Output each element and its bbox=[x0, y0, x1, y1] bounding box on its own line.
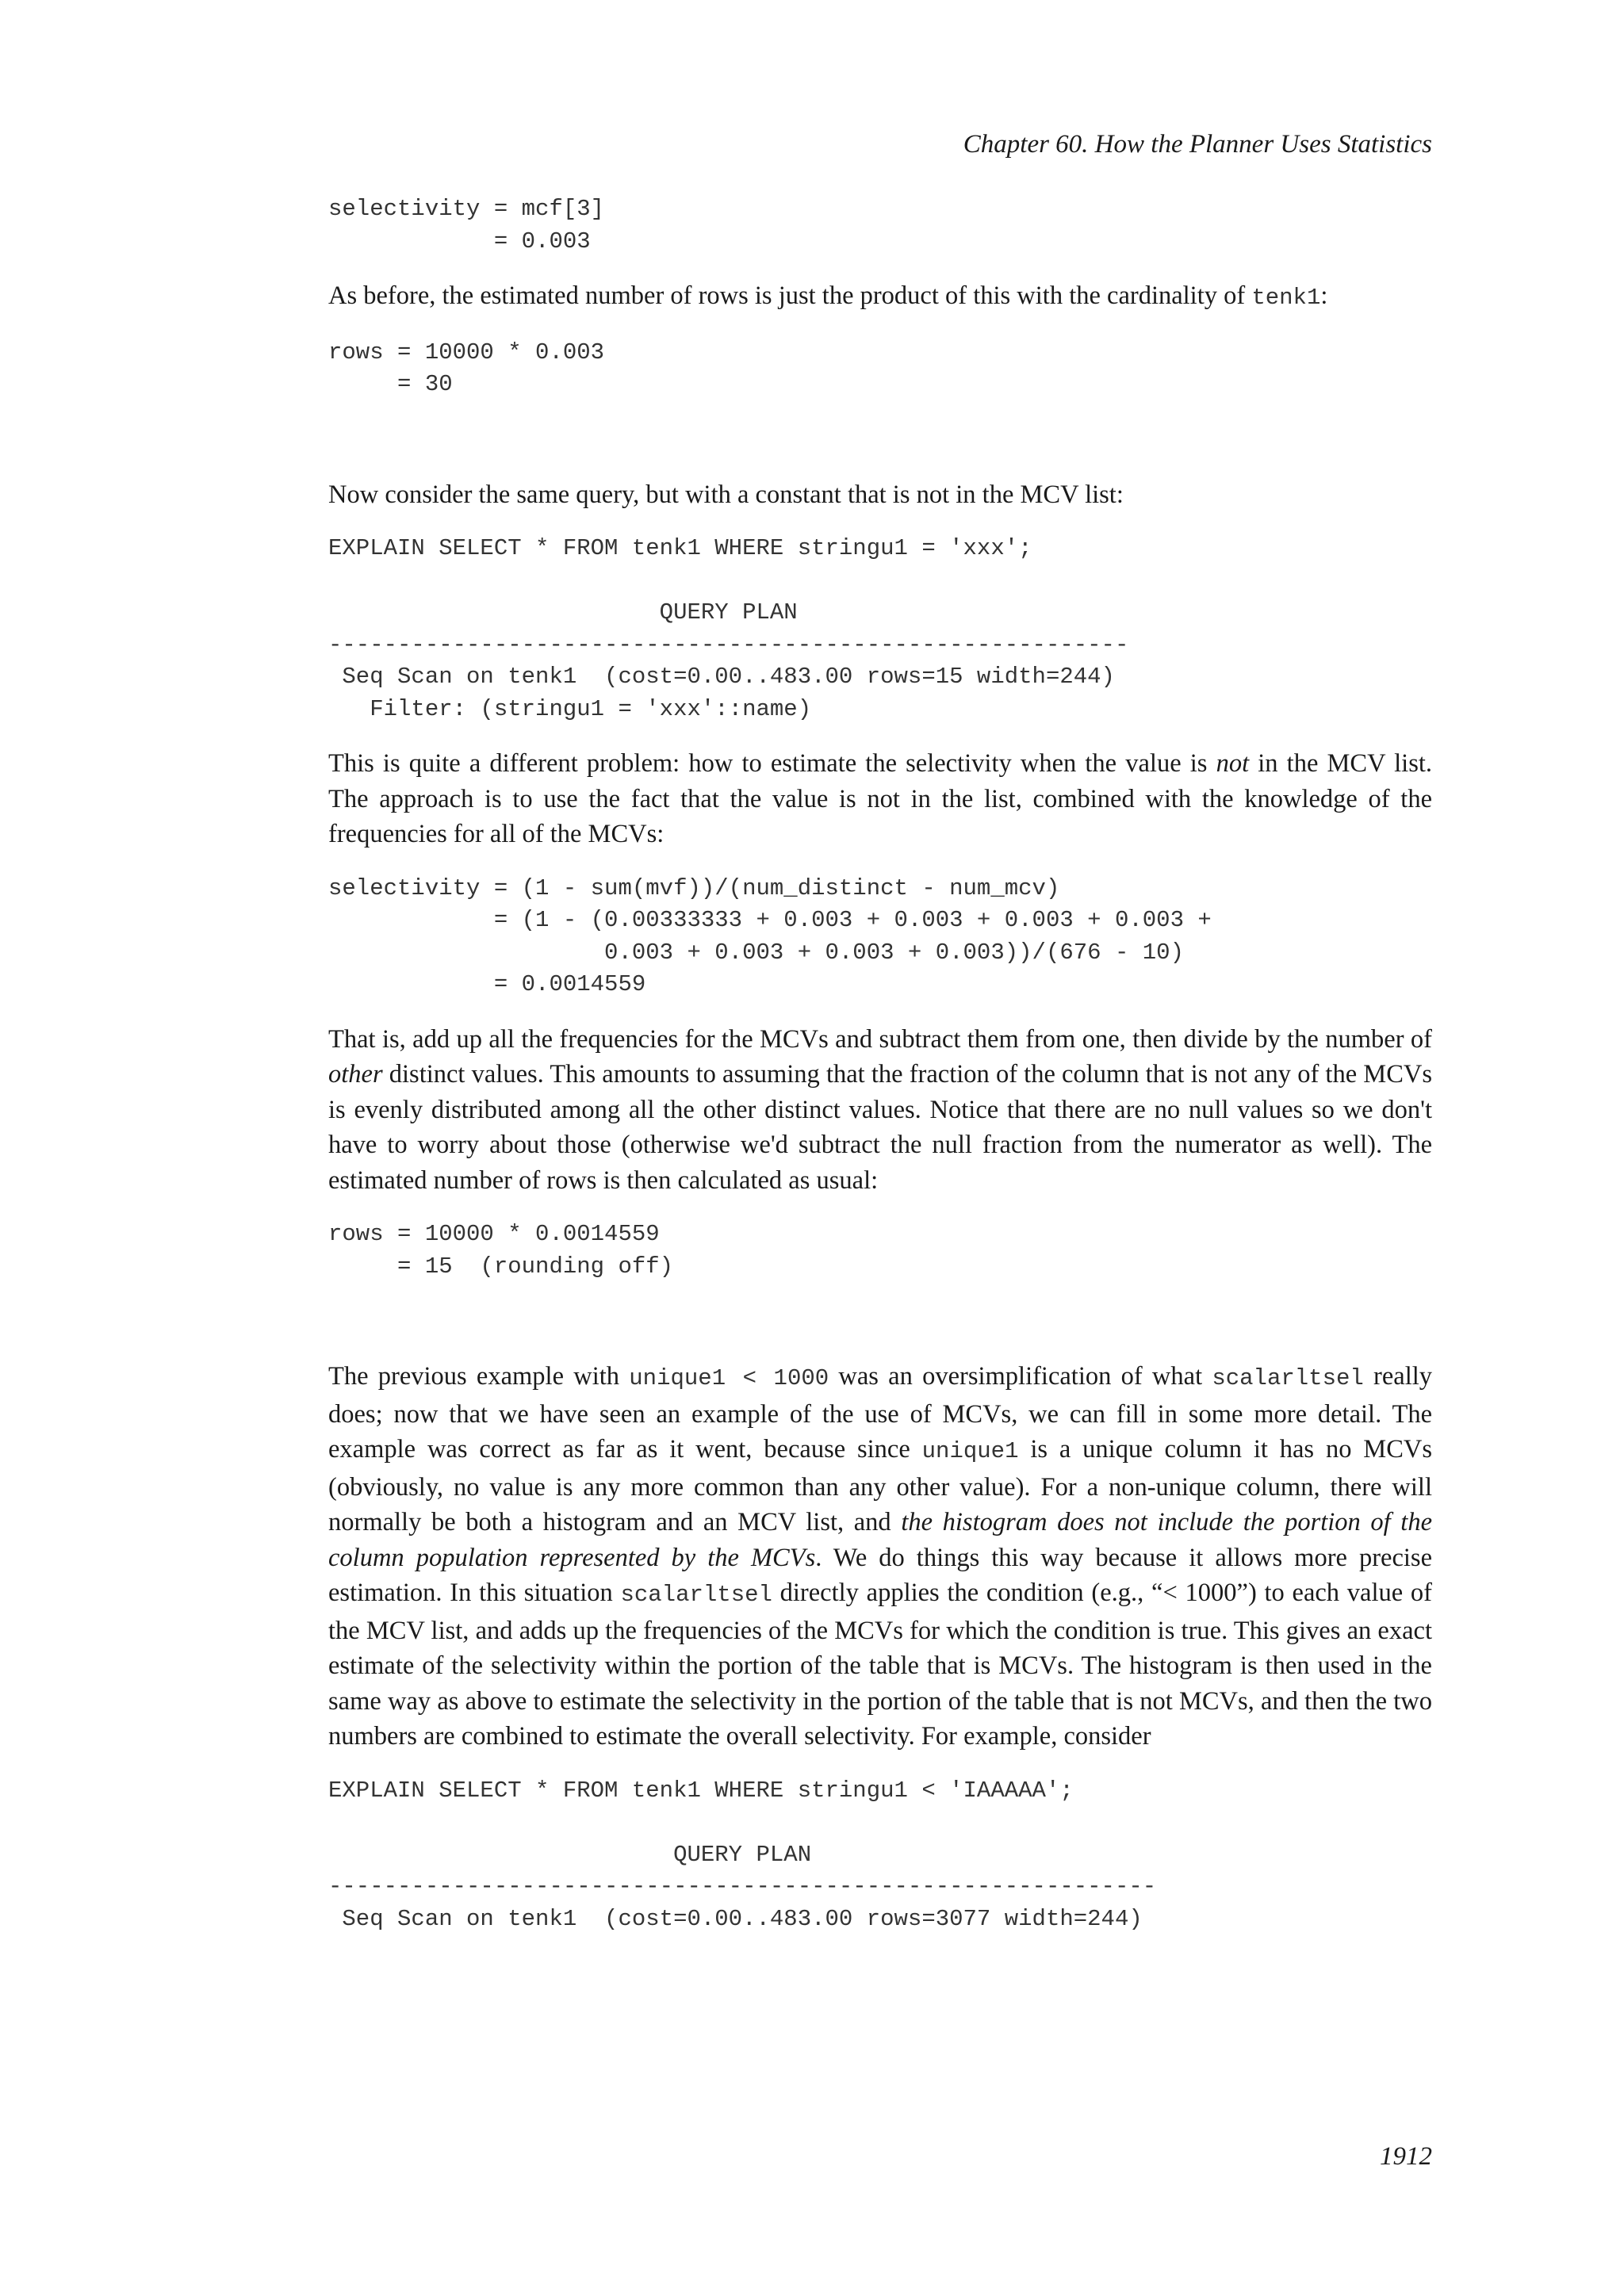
emphasis-histogram: the histogram does not include the portion of the column population represented by the MCVs bbox=[328, 1508, 1433, 1572]
paragraph-constant-not-in-mcv: Now consider the same query, but with a constant that is not in the MCV list: bbox=[328, 480, 1124, 509]
emphasis-other: other bbox=[328, 1060, 383, 1089]
paragraph-rows-cardinality: As before, the estimated number of rows is just the product of this with the cardinality of tenk1: bbox=[328, 281, 1328, 311]
inline-code-unique1-lt-1000: unique1 < 1000 bbox=[629, 1365, 829, 1391]
code-block-selectivity-formula: selectivity = (1 - sum(mvf))/(num_distinct - num_mcv) = (1 - (0.00333333 + 0.003 + 0.003 + 0.003 + 0.003 + 0.003 + 0.003 + 0.003 + 0.003))/(676 - 10) = 0.0014559 bbox=[328, 874, 1212, 997]
paragraph-scalarltsel-detail: The previous example with unique1 < 1000 was an oversimplification of what scalarltsel really does; now that we have seen an example of the use of MCVs, we can fill in some more detail. The example was correct as far as it went, because since unique1 is a unique column it has no MCVs (obviously, no value is any more common than any other value). For a non-unique column, there will normally be both a histogram and an MCV list, and the histogram does not include the portion of the column population represented by the MCVs. We do things this way because it allows more precise estimation. In this situation scalarltsel directly applies the condition (e.g., “< 1000”) to each value of the MCV list, and adds up the frequencies of the MCVs for which the condition is true. This gives an exact estimate of the selectivity within the portion of the table that is MCVs. The histogram is then used in the same way as above to estimate the selectivity in the portion of the table that is not MCVs, and then the two numbers are combined to estimate the overall selectivity. For example, consider bbox=[328, 1362, 1433, 1751]
paragraph-different-problem: This is quite a different problem: how to estimate the selectivity when the value is not in the MCV list. The approach is to use the fact that the value is not in the list, combined with the knowledge of the frequencies for all of the MCVs: bbox=[328, 749, 1432, 848]
code-block-rows-30: rows = 10000 * 0.003 = 30 bbox=[328, 339, 605, 397]
code-block-explain-xxx: EXPLAIN SELECT * FROM tenk1 WHERE stringu1 = 'xxx'; QUERY PLAN ---------------------------------------------------------- Seq Scan on tenk1 (cost=0.00..483.00 rows=15 width=244) Filter: (stringu1 = 'xxx'::name) bbox=[328, 535, 1129, 722]
page-content bbox=[328, 193, 1432, 1935]
code-block-selectivity-mcf: selectivity = mcf[3] = 0.003 bbox=[328, 196, 605, 254]
inline-code-tenk1: tenk1 bbox=[1251, 285, 1321, 311]
inline-code-scalarltsel-2: scalarltsel bbox=[620, 1582, 772, 1608]
emphasis-not: not bbox=[1216, 749, 1250, 778]
inline-code-unique1: unique1 bbox=[921, 1438, 1019, 1464]
code-block-rows-15: rows = 10000 * 0.0014559 = 15 (rounding off) bbox=[328, 1221, 674, 1280]
inline-code-scalarltsel: scalarltsel bbox=[1212, 1365, 1364, 1391]
running-header: Chapter 60. How the Planner Uses Statistics bbox=[963, 130, 1432, 159]
paragraph-add-up-frequencies: That is, add up all the frequencies for the MCVs and subtract them from one, then divide by the number of other distinct values. This amounts to assuming that the fraction of the column that is not any of the MCVs is evenly distributed among all the other distinct values. Notice that there are no null values so we don't have to worry about those (otherwise we'd subtract the null fraction from the numerator as well). The estimated number of rows is then calculated as usual: bbox=[328, 1024, 1432, 1195]
code-block-explain-iaaaaa: EXPLAIN SELECT * FROM tenk1 WHERE stringu1 < 'IAAAAA'; QUERY PLAN ------------------------------------------------------------ Seq Scan on tenk1 (cost=0.00..483.00 rows=3077 width=244) bbox=[328, 1777, 1157, 1932]
page-number: 1912 bbox=[1380, 2142, 1432, 2171]
